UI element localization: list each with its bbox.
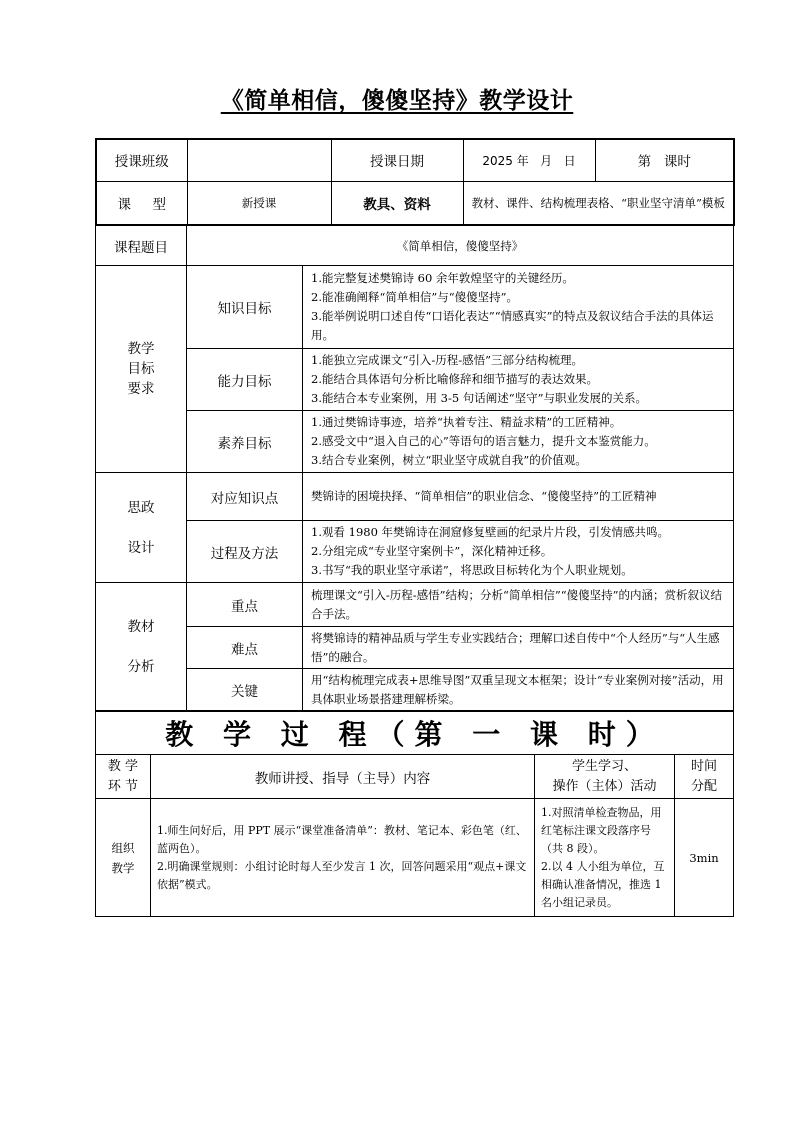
materials-value: 教材、课件、结构梳理表格、“职业坚守清单”模板 bbox=[463, 181, 734, 225]
key-point-text: 梳理课文“引入-历程-感悟”结构；分析“简单相信”“傻傻坚持”的内涵；赏析叙议结合手法。 bbox=[303, 583, 734, 627]
topic-value: 《简单相信，傻傻坚持》 bbox=[187, 226, 734, 266]
topic-label: 课程题目 bbox=[96, 226, 187, 266]
list-item: 3.书写“我的职业坚守承诺”，将思政目标转化为个人职业规划。 bbox=[311, 563, 633, 577]
student-cell bbox=[535, 799, 675, 917]
class-value bbox=[187, 139, 331, 181]
list-item: 2.明确课堂规则：小组讨论时每人至少发言 1 次，回答问题采用“观点+课文依据”模式。 bbox=[157, 859, 527, 891]
ability-goal-label: 能力目标 bbox=[187, 349, 303, 411]
list-item: 1.能完整复述樊锦诗 60 余年敦煌坚守的关键经历。 bbox=[311, 271, 574, 285]
stage-cell: 组织 教学 bbox=[96, 799, 151, 917]
knowledge-goal-list bbox=[303, 266, 734, 349]
lesson-plan-sheet bbox=[95, 138, 733, 917]
list-item: 1.师生问好后，用 PPT 展示“课堂准备清单”：教材、笔记本、彩色笔（红、蓝两色）。 bbox=[157, 823, 527, 855]
document-title: 《简单相信，傻傻坚持》教学设计 bbox=[220, 88, 574, 114]
ability-goal-list bbox=[303, 349, 734, 411]
list-item: 2.分组完成“专业坚守案例卡”，深化精神迁移。 bbox=[311, 544, 553, 558]
ideology-knowledge-text: 樊锦诗的困境抉择、“简单相信”的职业信念、“傻傻坚持”的工匠精神 bbox=[303, 473, 734, 521]
list-item: 1.对照清单检查物品，用红笔标注课文段落序号（共 8 段）。 bbox=[541, 805, 662, 855]
analysis-label bbox=[96, 583, 187, 711]
list-item: 1.观看 1980 年樊锦诗在洞窟修复壁画的纪录片片段，引发情感共鸣。 bbox=[311, 525, 670, 539]
time-cell: 3min bbox=[675, 799, 734, 917]
ideology-process-label: 过程及方法 bbox=[187, 521, 303, 583]
difficult-point-label: 难点 bbox=[187, 627, 303, 669]
col-time-header: 时间 分配 bbox=[675, 755, 734, 799]
teacher-cell bbox=[151, 799, 535, 917]
difficult-point-text: 将樊锦诗的精神品质与学生专业实践结合；理解口述自传中“个人经历”与“人生感悟”的融合。 bbox=[303, 627, 734, 669]
type-label: 课 型 bbox=[96, 181, 187, 225]
col-student-header: 学生学习、 操作（主体）活动 bbox=[535, 755, 675, 799]
list-item: 2.能结合具体语句分析比喻修辞和细节描写的表达效果。 bbox=[311, 372, 598, 386]
process-table bbox=[95, 710, 734, 917]
literacy-goal-label: 素养目标 bbox=[187, 411, 303, 473]
list-item: 2.能准确阐释“简单相信”与“傻傻坚持”。 bbox=[311, 290, 518, 304]
table-row bbox=[96, 799, 734, 917]
goals-table bbox=[95, 225, 734, 711]
col-stage-header: 教 学 环 节 bbox=[96, 755, 151, 799]
materials-label: 教具、资料 bbox=[331, 181, 463, 225]
date-label: 授课日期 bbox=[331, 139, 463, 181]
ideology-label bbox=[96, 473, 187, 583]
crux-point-text: 用“结构梳理完成表+思维导图”双重呈现文本框架；设计“专业案例对接”活动，用具体职业场景搭建理解桥梁。 bbox=[303, 669, 734, 711]
type-value: 新授课 bbox=[187, 181, 331, 225]
crux-point-label: 关键 bbox=[187, 669, 303, 711]
class-label: 授课班级 bbox=[96, 139, 187, 181]
list-item: 3.能结合本专业案例，用 3-5 句话阐述“坚守”与职业发展的关系。 bbox=[311, 391, 648, 405]
ideology-process-list bbox=[303, 521, 734, 583]
knowledge-goal-label: 知识目标 bbox=[187, 266, 303, 349]
ideology-knowledge-label: 对应知识点 bbox=[187, 473, 303, 521]
ideology-label-1: 思政 bbox=[127, 499, 155, 516]
literacy-goal-list bbox=[303, 411, 734, 473]
process-heading: 教 学 过 程（第 一 课 时） bbox=[96, 711, 734, 755]
col-teacher-header: 教师讲授、指导（主导）内容 bbox=[151, 755, 535, 799]
list-item: 3.结合专业案例，树立“职业坚守成就自我”的价值观。 bbox=[311, 453, 587, 467]
period-value: 第 课时 bbox=[595, 139, 734, 181]
goals-label: 教学 目标 要求 bbox=[96, 266, 187, 473]
list-item: 2.感受文中“退入自己的心”等语句的语言魅力，提升文本鉴赏能力。 bbox=[311, 434, 656, 448]
key-point-label: 重点 bbox=[187, 583, 303, 627]
analysis-label-1: 教材 bbox=[127, 618, 155, 635]
list-item: 3.能举例说明口述自传“口语化表达”“情感真实”的特点及叙议结合手法的具体运用。 bbox=[311, 309, 714, 342]
list-item: 1.通过樊锦诗事迹，培养“执着专注、精益求精”的工匠精神。 bbox=[311, 415, 622, 429]
ideology-label-2: 设计 bbox=[127, 539, 155, 556]
list-item: 2.以 4 人小组为单位，互相确认准备情况，推选 1 名小组记录员。 bbox=[541, 859, 665, 909]
info-table bbox=[95, 138, 735, 226]
list-item: 1.能独立完成课文“引入-历程-感悟”三部分结构梳理。 bbox=[311, 353, 583, 367]
analysis-label-2: 分析 bbox=[127, 658, 155, 675]
date-value: 2025 年 月 日 bbox=[463, 139, 595, 181]
